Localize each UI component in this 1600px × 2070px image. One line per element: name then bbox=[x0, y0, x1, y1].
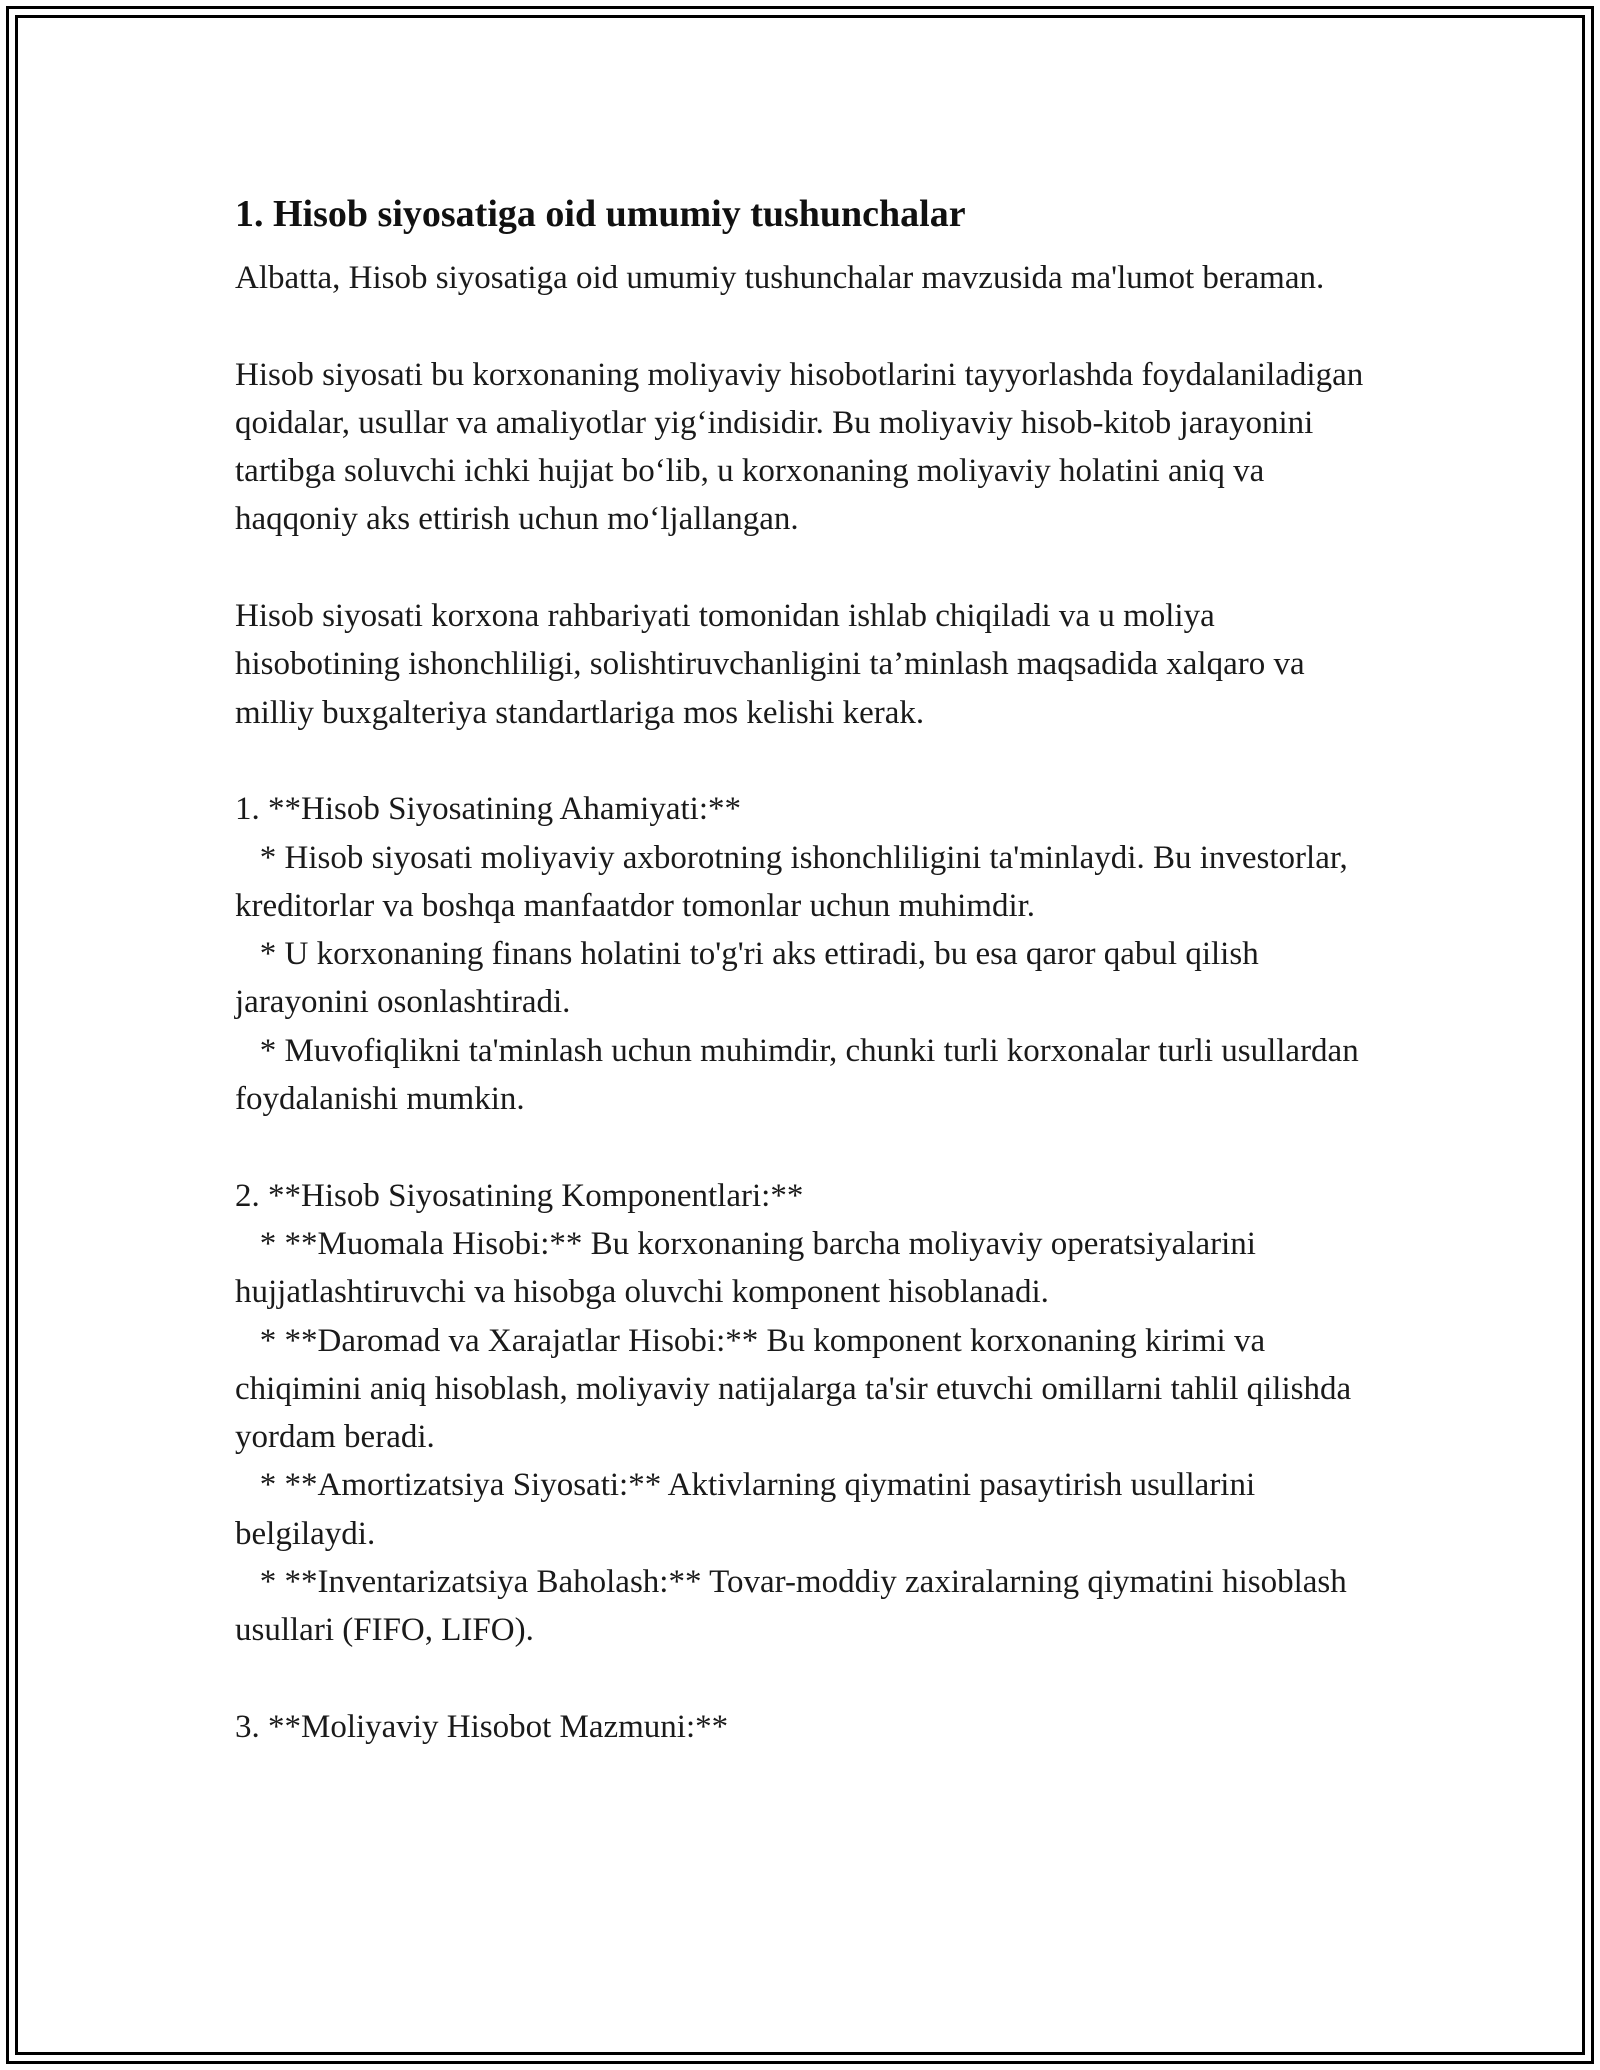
list-item: * U korxonaning finans holatini to'g'ri aks ettiradi, bu esa qaror qabul qilish jarayonini osonlashtiradi. bbox=[235, 936, 1267, 1021]
section-components bbox=[235, 1172, 1375, 1655]
section-heading: 3. **Moliyaviy Hisobot Mazmuni:** bbox=[235, 1708, 729, 1745]
list-item: * **Muomala Hisobi:** Bu korxonaning barcha moliyaviy operatsiyalarini hujjatlashtiruvchi va hisobga oluvchi komponent hisoblanadi. bbox=[235, 1225, 1265, 1311]
list-item: * Hisob siyosati moliyaviy axborotning ishonchliligini ta'minlaydi. Bu investorlar, kreditorlar va boshqa manfaatdor tomonlar uchun muhimdir. bbox=[235, 839, 1357, 924]
definition-paragraph: Hisob siyosati bu korxonaning moliyaviy hisobotlarini tayyorlashda foydalaniladigan qoidalar, usullar va amaliyotlar yig‘indisidir. Bu moliyaviy hisob-kitob jarayonini tartibga soluvchi ichki hujjat bo‘lib, u korxonaning moliyaviy holatini aniq va haqqoniy aks ettirish uchun mo‘ljallangan. bbox=[235, 356, 1372, 538]
document-body bbox=[235, 186, 1375, 1751]
paragraph-gap bbox=[235, 544, 1375, 592]
paragraph-gap bbox=[235, 1655, 1375, 1703]
paragraph-gap bbox=[235, 302, 1375, 350]
list-item: * **Daromad va Xarajatlar Hisobi:** Bu komponent korxonaning kirimi va chiqimini aniq hisoblash, moliyaviy natijalarga ta'sir etuvchi omillarni tahlil qilishda yordam beradi. bbox=[235, 1322, 1360, 1456]
intro-paragraph: Albatta, Hisob siyosatiga oid umumiy tushunchalar mavzusida ma'lumot beraman. bbox=[235, 260, 1325, 296]
document-title: 1. Hisob siyosatiga oid umumiy tushunchalar bbox=[235, 193, 966, 235]
standards-paragraph: Hisob siyosati korxona rahbariyati tomonidan ishlab chiqiladi va u moliya hisobotining ishonchliligi, solishtiruvchanligini ta’minlash maqsadida xalqaro va milliy buxgalteriya standartlariga mos kelishi kerak. bbox=[235, 598, 1313, 731]
section-importance bbox=[235, 785, 1375, 1123]
list-item: * **Inventarizatsiya Baholash:** Tovar-moddiy zaxiralarning qiymatini hisoblash usullari (FIFO, LIFO). bbox=[235, 1564, 1356, 1649]
list-item: * Muvofiqlikni ta'minlash uchun muhimdir, chunki turli korxonalar turli usullardan foydalanishi mumkin. bbox=[235, 1032, 1367, 1118]
section-report-content bbox=[235, 1703, 1375, 1751]
section-heading: 1. **Hisob Siyosatining Ahamiyati:** bbox=[235, 791, 742, 828]
section-heading: 2. **Hisob Siyosatining Komponentlari:** bbox=[235, 1177, 804, 1214]
list-item: * **Amortizatsiya Siyosati:** Aktivlarning qiymatini pasaytirish usullarini belgilaydi. bbox=[235, 1467, 1264, 1552]
paragraph-gap bbox=[235, 1123, 1375, 1171]
paragraph-gap bbox=[235, 737, 1375, 785]
